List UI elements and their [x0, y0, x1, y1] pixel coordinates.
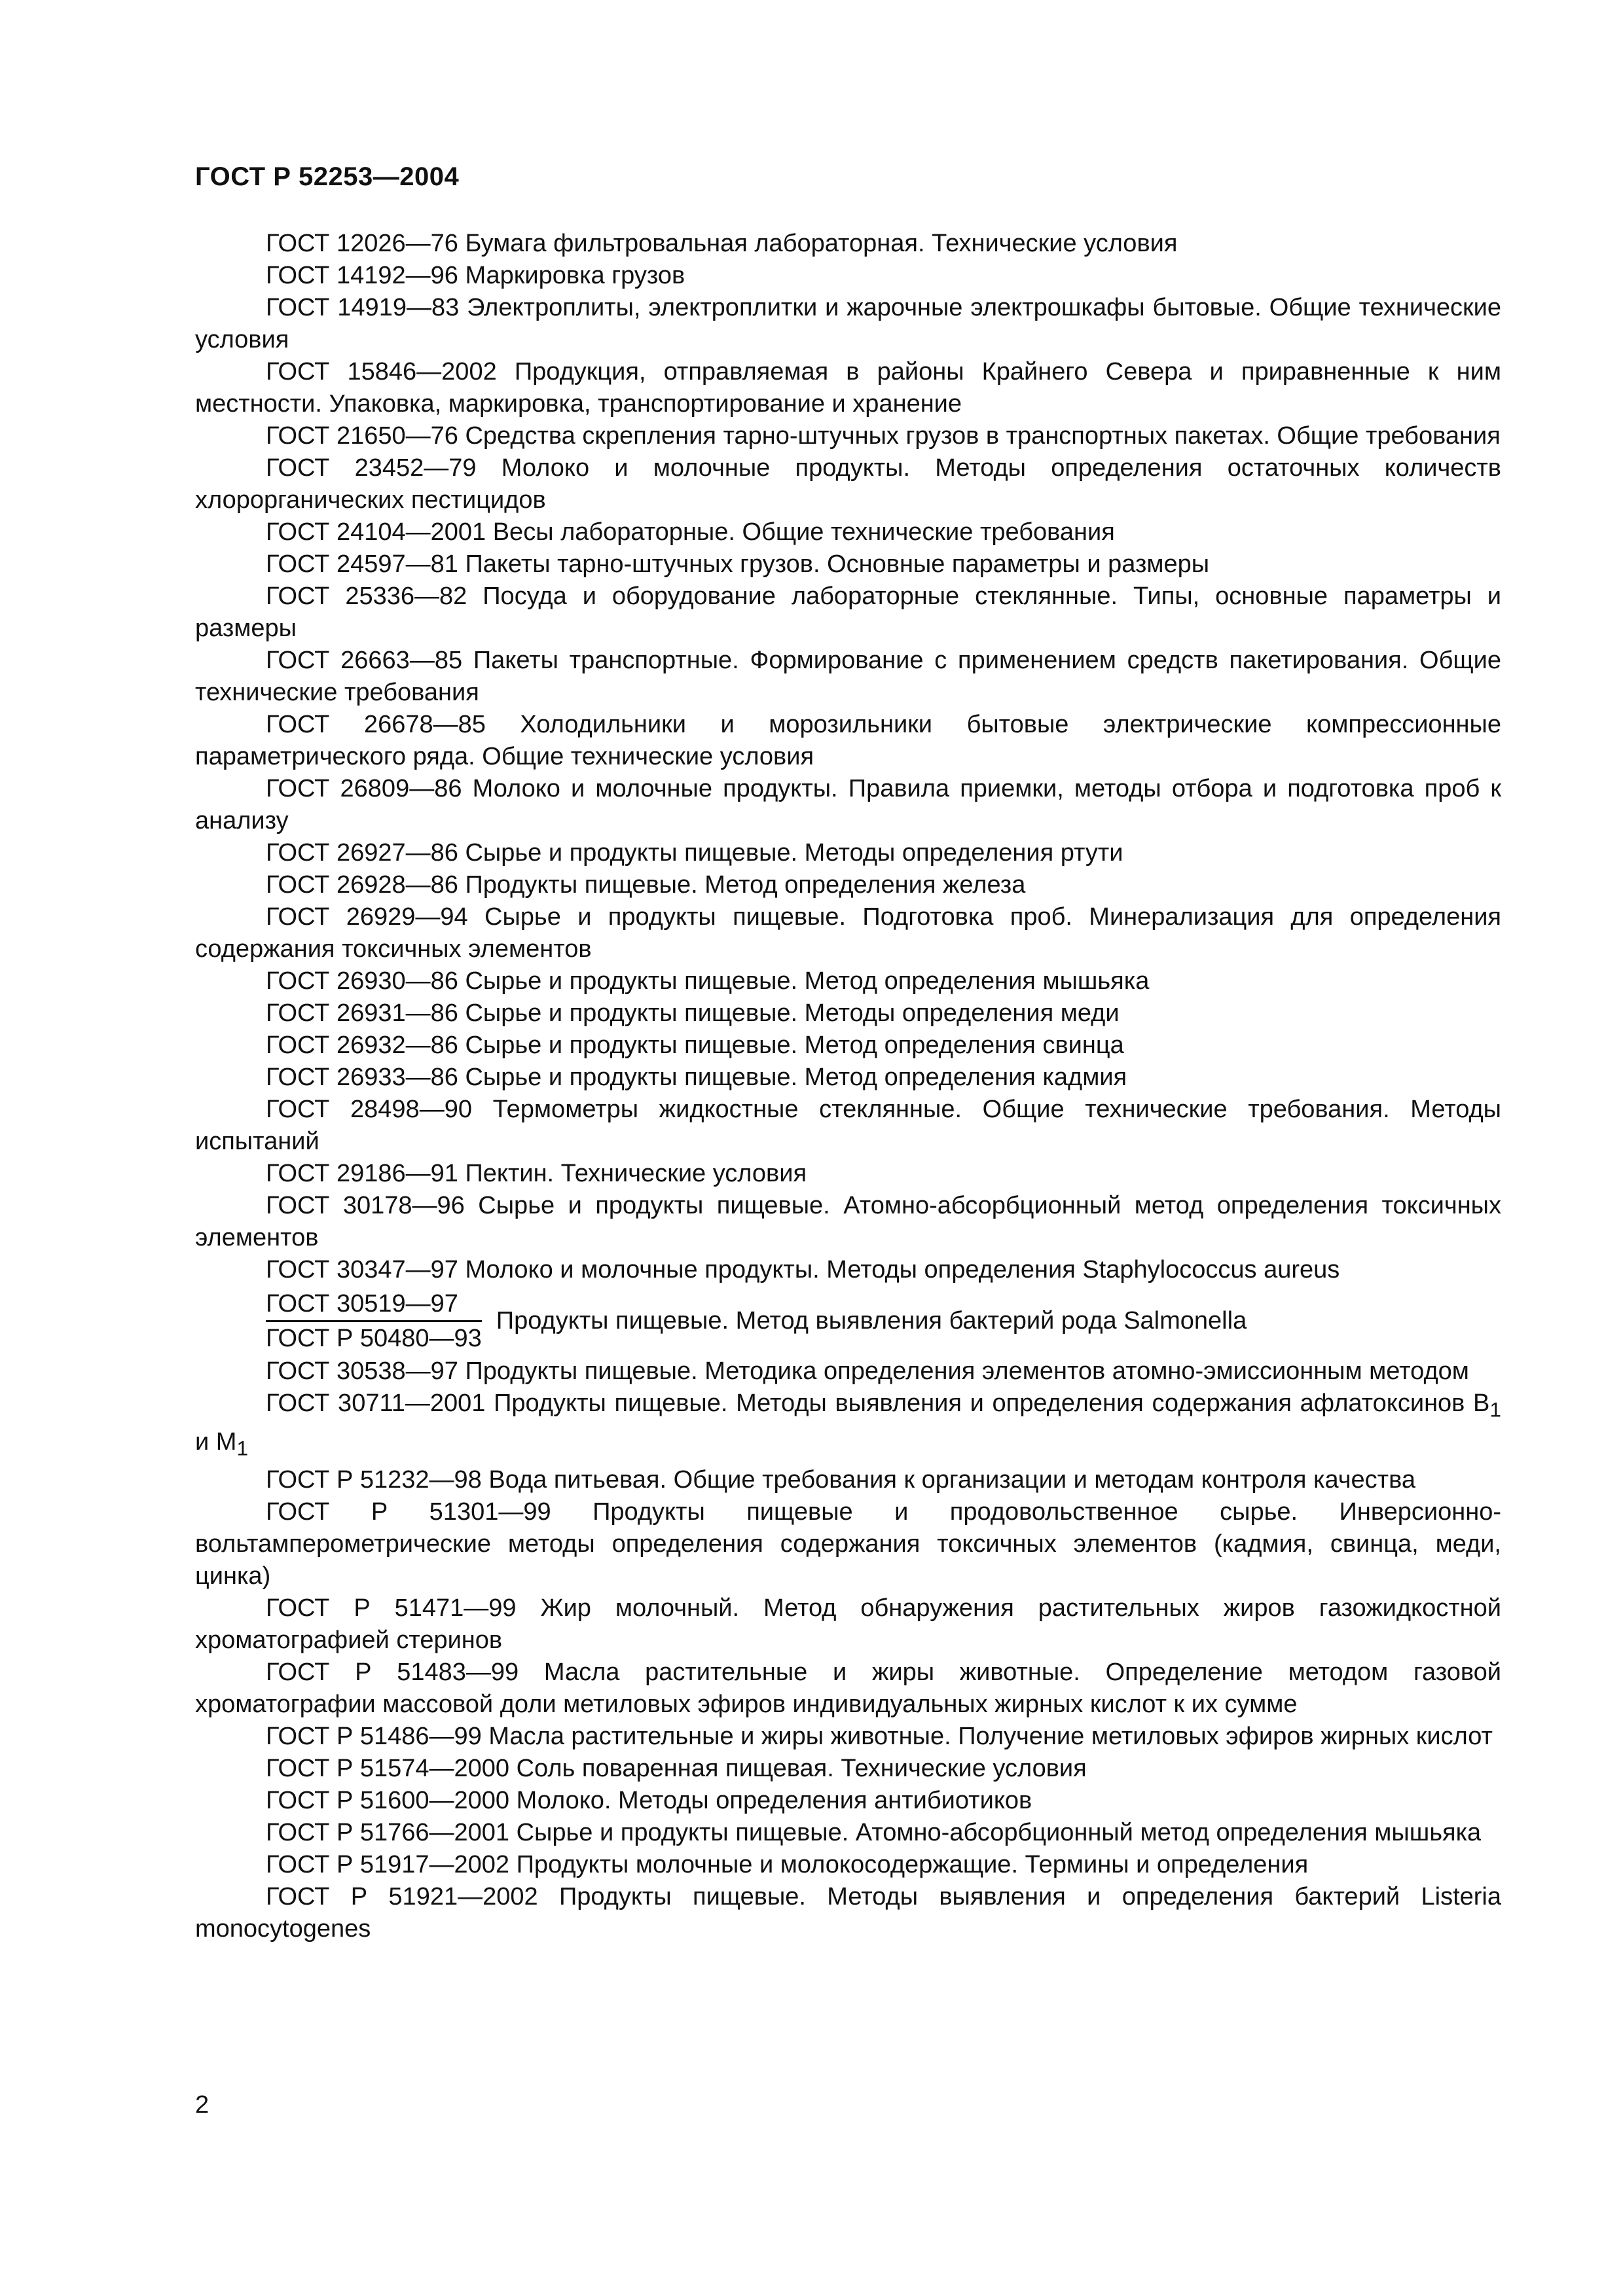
reference-item: ГОСТ 26929—94 Сырье и продукты пищевые. Подготовка проб. Минерализация для определения содержания токсичных элементов [195, 903, 1501, 963]
reference-item: ГОСТ 23452—79 Молоко и молочные продукты. Методы определения остаточных количеств хлорорганических пестицидов [195, 454, 1501, 514]
reference-item: ГОСТ 21650—76 Средства скрепления тарно-штучных грузов в транспортных пакетах. Общие требования [266, 422, 1501, 450]
reference-item: ГОСТ 25336—82 Посуда и оборудование лабораторные стеклянные. Типы, основные параметры и размеры [195, 583, 1501, 642]
reference-item: ГОСТ 15846—2002 Продукция, отправляемая в районы Крайнего Севера и приравненные к ним местности. Упаковка, маркировка, транспортирование и хранение [195, 358, 1501, 418]
subscript-2: 1 [236, 1436, 249, 1460]
references-group-1 [195, 228, 1501, 1286]
reference-item: ГОСТ 26809—86 Молоко и молочные продукты. Правила приемки, методы отбора и подготовка проб к анализу [195, 775, 1501, 834]
reference-item: ГОСТ 30178—96 Сырье и продукты пищевые. Атомно-абсорбционный метод определения токсичных элементов [195, 1192, 1501, 1251]
references-group-2 [195, 1464, 1501, 1945]
reference-item: ГОСТ Р 51483—99 Масла растительные и жиры животные. Определение методом газовой хроматографии массовой доли метиловых эфиров индивидуальных жирных кислот к их сумме [195, 1659, 1501, 1719]
reference-item: ГОСТ 26928—86 Продукты пищевые. Метод определения железа [266, 871, 1026, 899]
fraction-bottom: ГОСТ Р 50480—93 [266, 1324, 482, 1352]
reference-item: ГОСТ 26933—86 Сырье и продукты пищевые. Метод определения кадмия [266, 1064, 1127, 1091]
subscript-1: 1 [1489, 1397, 1501, 1422]
fraction-standards [266, 1289, 482, 1354]
reference-item: ГОСТ Р 51301—99 Продукты пищевые и продовольственное сырье. Инверсионно-вольтамперометрические методы определения содержания токсичных элементов (кадмия, свинца, меди, цинка) [195, 1498, 1501, 1590]
reference-and: и M [195, 1427, 237, 1456]
reference-item: ГОСТ 24104—2001 Весы лабораторные. Общие технические требования [266, 518, 1115, 546]
reference-item: ГОСТ Р 51471—99 Жир молочный. Метод обнаружения растительных жиров газожидкостной хроматографией стеринов [195, 1594, 1501, 1655]
reference-item-aflatoxins [195, 1388, 1501, 1464]
fraction-top: ГОСТ 30519—97 [266, 1289, 482, 1322]
reference-item: ГОСТ 26932—86 Сырье и продукты пищевые. Метод определения свинца [266, 1031, 1124, 1059]
reference-item: ГОСТ 14192—96 Маркировка грузов [266, 262, 685, 289]
reference-item: ГОСТ 26927—86 Сырье и продукты пищевые. Методы определения ртути [266, 839, 1123, 867]
reference-item: ГОСТ 12026—76 Бумага фильтровальная лабораторная. Технические условия [266, 230, 1178, 257]
reference-item: ГОСТ Р 51232—98 Вода питьевая. Общие требования к организации и методам контроля качества [266, 1466, 1415, 1494]
reference-item: ГОСТ Р 51600—2000 Молоко. Методы определения антибиотиков [266, 1787, 1032, 1815]
reference-text: ГОСТ 30711—2001 Продукты пищевые. Методы выявления и определения содержания афлатоксинов B [266, 1390, 1490, 1417]
normative-references [195, 228, 1501, 1945]
reference-item: ГОСТ 26678—85 Холодильники и морозильники бытовые электрические компрессионные параметрического ряда. Общие технические условия [195, 711, 1501, 770]
reference-item: ГОСТ Р 51486—99 Масла растительные и жиры животные. Получение метиловых эфиров жирных кислот [266, 1723, 1493, 1751]
fraction-description: Продукты пищевые. Метод выявления бактерий рода Salmonella [496, 1306, 1247, 1335]
reference-item: ГОСТ Р 51574—2000 Соль поваренная пищевая. Технические условия [266, 1755, 1087, 1783]
reference-item: ГОСТ 26663—85 Пакеты транспортные. Формирование с применением средств пакетирования. Общие технические требования [195, 647, 1501, 706]
reference-item: ГОСТ Р 51766—2001 Сырье и продукты пищевые. Атомно-абсорбционный метод определения мышьяка [266, 1819, 1482, 1847]
reference-fraction [266, 1286, 1501, 1355]
page-number: 2 [195, 2091, 210, 2119]
reference-item: ГОСТ Р 51921—2002 Продукты пищевые. Методы выявления и определения бактерий Listeria monocytogenes [195, 1883, 1501, 1943]
page-header: ГОСТ Р 52253—2004 [195, 162, 460, 191]
reference-item: ГОСТ 30538—97 Продукты пищевые. Методика определения элементов атомно-эмиссионным методом [266, 1357, 1469, 1385]
reference-item: ГОСТ 30347—97 Молоко и молочные продукты. Методы определения Staphylococcus aureus [266, 1256, 1340, 1283]
reference-item: ГОСТ 26930—86 Сырье и продукты пищевые. Метод определения мышьяка [266, 967, 1150, 995]
reference-item: ГОСТ 24597—81 Пакеты тарно-штучных грузов. Основные параметры и размеры [266, 550, 1210, 578]
reference-item: ГОСТ 29186—91 Пектин. Технические условия [266, 1160, 807, 1187]
reference-item: ГОСТ 26931—86 Сырье и продукты пищевые. Методы определения меди [266, 999, 1120, 1027]
reference-item: ГОСТ Р 51917—2002 Продукты молочные и молокосодержащие. Термины и определения [266, 1851, 1309, 1879]
reference-item: ГОСТ 14919—83 Электроплиты, электроплитки и жарочные электрошкафы бытовые. Общие технические условия [195, 294, 1501, 353]
reference-item: ГОСТ 28498—90 Термометры жидкостные стеклянные. Общие технические требования. Методы испытаний [195, 1096, 1501, 1155]
